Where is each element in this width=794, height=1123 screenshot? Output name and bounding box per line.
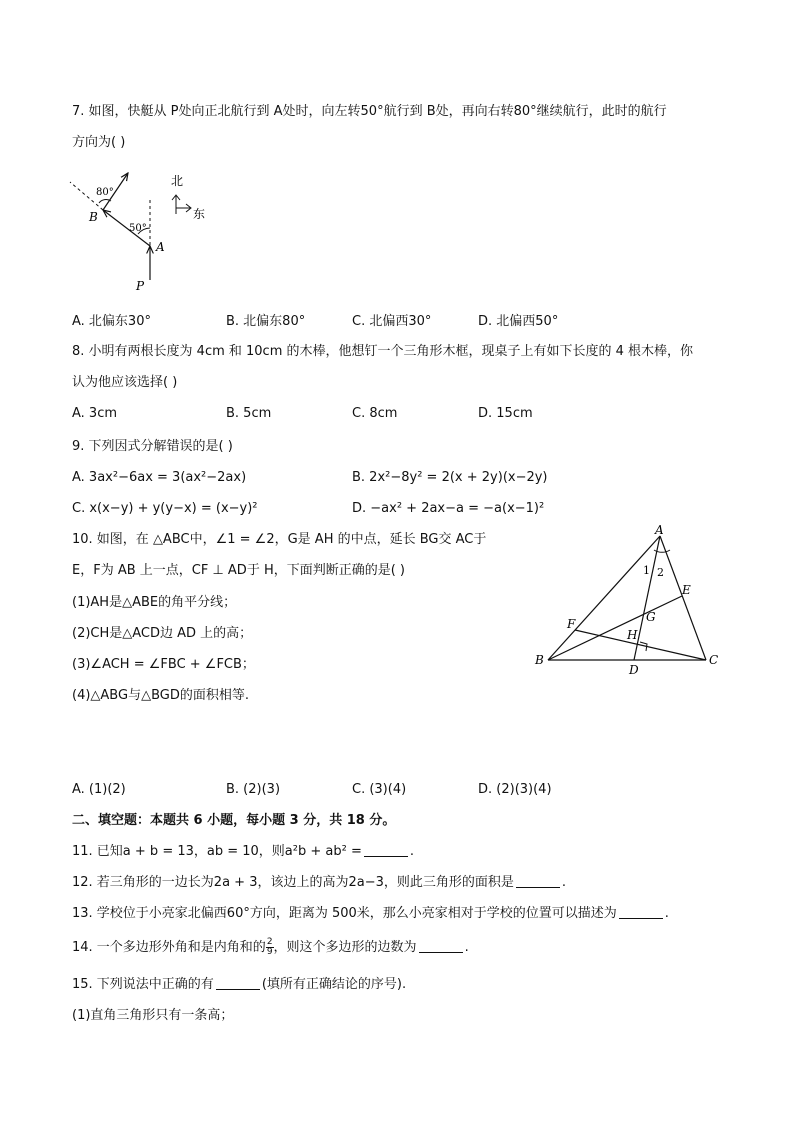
q8-option-d[interactable]: D. 15cm [478,406,533,421]
q9-option-a[interactable]: A. 3ax²−6ax = 3(ax²−2ax) [72,470,247,485]
q13-stem: 13. 学校位于小亮家北偏西60°方向，距离为 500米，那么小亮家相对于学校的位置可以描述为 [72,906,617,921]
q13-end: . [664,906,669,921]
q7-option-a[interactable]: A. 北偏东30° [72,314,151,329]
angle-1-label: 1 [643,564,650,577]
east-label: 东 [193,207,206,221]
q14-stem: 14. 一个多边形外角和是内角和的 [72,940,266,955]
q9-option-b[interactable]: B. 2x²−8y² = 2(x + 2y)(x−2y) [352,470,548,485]
q8-stem-line1: 8. 小明有两根长度为 4cm 和 10cm 的木棒，他想钉一个三角形木框，现桌子上有如下长度的 4 根木棒，你 [72,344,694,359]
q12-end: . [561,875,567,890]
q14-end: . [464,940,469,955]
point-H-label: H [627,628,638,642]
q7-stem-line1: 7. 如图，快艇从 P处向正北航行到 A处时，向左转50°航行到 B处，再向右转80°继续航行，此时的航行 [72,104,667,119]
q10-option-a[interactable]: A. (1)(2) [72,782,126,797]
q10-option-c[interactable]: C. (3)(4) [352,782,407,797]
q7-option-c[interactable]: C. 北偏西30° [352,314,432,329]
point-G-label: G [646,610,656,624]
q10-statement-4: (4)△ABG与△BGD的面积相等. [72,688,249,703]
q14-fraction [266,938,274,957]
q10-stem-line2: E，F为 AB 上一点，CF ⊥ AD于 H，下面判断正确的是( ) [72,563,405,578]
fraction-denominator: 9 [266,947,273,957]
q8-stem-line2: 认为他应该选择( ) [72,375,178,390]
q10-stem-line1: 10. 如图，在 △ABC中，∠1 = ∠2，G是 AH 的中点，延长 BG交 AC于 [72,532,487,547]
north-label: 北 [171,174,184,188]
q15-answer-blank[interactable] [216,975,260,990]
section-2-heading: 二、填空题：本题共 6 小题，每小题 3 分，共 18 分。 [72,813,396,828]
angle-80-label: 80° [96,187,114,198]
q13 [72,904,669,924]
q7-option-d[interactable]: D. 北偏西50° [478,314,559,329]
q10-option-d[interactable]: D. (2)(3)(4) [478,782,552,797]
point-A-label: A [156,240,165,254]
q15-stem-rest: (填所有正确结论的序号). [261,977,407,992]
q8-option-a[interactable]: A. 3cm [72,406,118,421]
q10-statement-3: (3)∠ACH = ∠FBC + ∠FCB； [72,657,255,672]
q10-triangle-figure [530,524,730,678]
point-A-label: A [655,524,664,537]
q11-answer-blank[interactable] [364,842,408,857]
q9-option-c[interactable]: C. x(x−y) + y(y−x) = (x−y)² [72,501,258,516]
q12-stem: 12. 若三角形的一边长为2a + 3，该边上的高为2a−3，则此三角形的面积是 [72,875,514,890]
q7-stem-line2: 方向为( ) [72,135,126,150]
q12-answer-blank[interactable] [516,873,560,888]
q15 [72,975,406,995]
q10-statement-2: (2)CH是△ACD边 AD 上的高； [72,626,253,641]
point-D-label: D [629,663,639,677]
q9-option-d[interactable]: D. −ax² + 2ax−a = −a(x−1)² [352,501,545,516]
q11-end: . [409,844,414,859]
point-P-label: P [136,279,145,293]
q9-stem: 9. 下列因式分解错误的是( ) [72,439,233,454]
q10-statement-1: (1)AH是△ABE的角平分线； [72,595,237,610]
q8-option-b[interactable]: B. 5cm [226,406,272,421]
q14-answer-blank[interactable] [419,938,463,953]
q15-statement-1: (1)直角三角形只有一条高； [72,1008,234,1023]
point-C-label: C [709,653,719,667]
point-E-label: E [682,583,691,597]
q12 [72,873,566,893]
q8-option-c[interactable]: C. 8cm [352,406,398,421]
point-F-label: F [567,617,576,631]
q7-option-b[interactable]: B. 北偏东80° [226,314,306,329]
point-B-label: B [535,653,544,667]
point-B-label: B [89,210,98,224]
q11-stem: 11. 已知a + b = 13，ab = 10，则a²b + ab² = [72,844,362,859]
q7-figure [66,168,216,296]
fraction-numerator: 2 [266,937,273,947]
q13-answer-blank[interactable] [619,904,663,919]
q10-option-b[interactable]: B. (2)(3) [226,782,281,797]
q14 [72,938,469,958]
q11 [72,842,414,862]
q14-stem-rest: ，则这个多边形的边数为 [273,940,417,955]
q15-stem: 15. 下列说法中正确的有 [72,977,214,992]
angle-2-label: 2 [657,566,664,579]
angle-50-label: 50° [129,223,147,234]
